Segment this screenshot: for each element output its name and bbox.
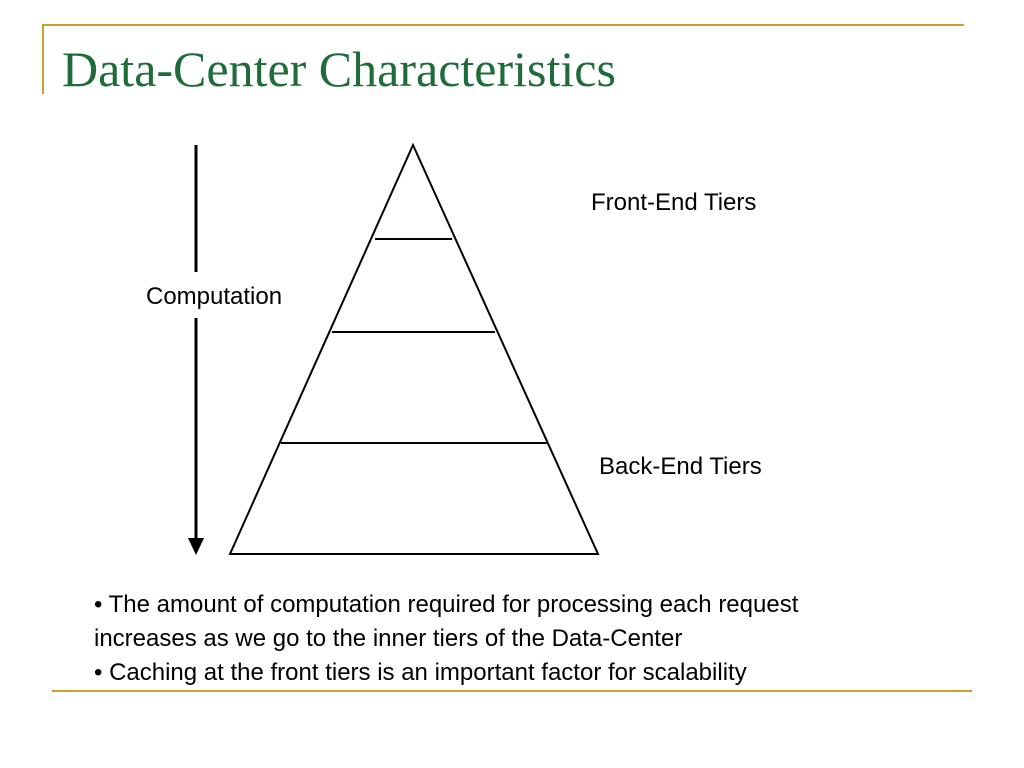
computation-label: Computation bbox=[146, 283, 283, 310]
back-end-tiers-label: Back-End Tiers bbox=[599, 453, 762, 480]
pyramid-outline bbox=[230, 145, 598, 554]
bullet-list bbox=[94, 588, 974, 690]
slide-title: Data-Center Characteristics bbox=[62, 41, 616, 97]
bullet-line-1: • The amount of computation required for processing each request bbox=[94, 591, 799, 618]
arrow-head-down-icon bbox=[188, 538, 204, 555]
bullet-line-3: • Caching at the front tiers is an important factor for scalability bbox=[94, 659, 747, 686]
front-end-tiers-label: Front-End Tiers bbox=[591, 189, 757, 216]
bullet-line-2: increases as we go to the inner tiers of the Data-Center bbox=[94, 625, 683, 652]
bottom-rule bbox=[52, 690, 972, 692]
